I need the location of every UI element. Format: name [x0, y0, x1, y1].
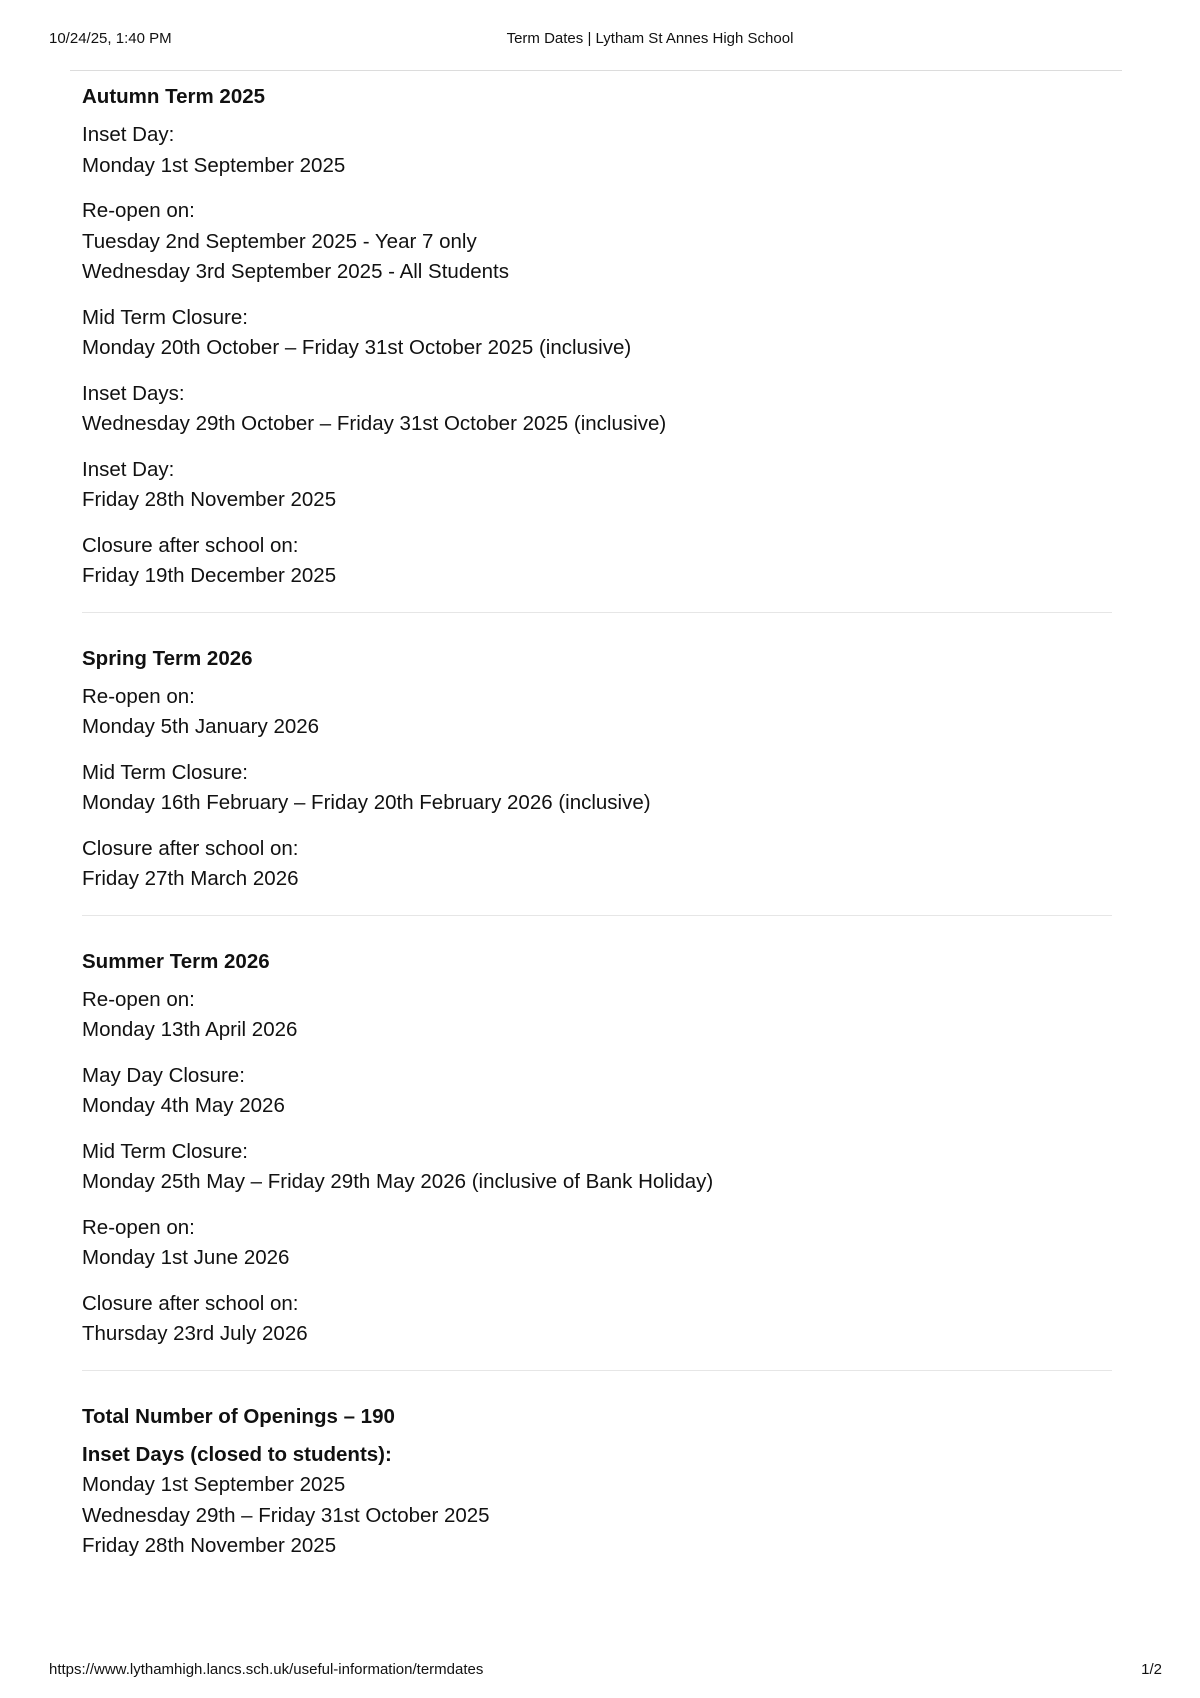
inset-days-summary — [82, 1440, 1112, 1562]
inset-day-date: Wednesday 29th – Friday 31st October 2025 — [82, 1503, 490, 1527]
entry-label: Inset Days: — [82, 381, 185, 405]
entry-date: Monday 25th May – Friday 29th May 2026 (inclusive of Bank Holiday) — [82, 1170, 714, 1193]
section-divider — [82, 612, 1112, 613]
entry-date: Monday 4th May 2026 — [82, 1094, 285, 1117]
term-heading: Spring Term 2026 — [82, 646, 253, 670]
entry-date: Monday 1st June 2026 — [82, 1246, 290, 1269]
term-heading: Summer Term 2026 — [82, 949, 270, 973]
print-page-title: Term Dates | Lytham St Annes High School — [506, 30, 794, 47]
entry-label: Re-open on: — [82, 987, 195, 1011]
entry-date: Monday 5th January 2026 — [82, 715, 320, 738]
date-entry — [82, 196, 1112, 288]
entry-label: Inset Day: — [82, 123, 175, 146]
date-entry — [82, 531, 1112, 592]
print-header — [0, 30, 1200, 52]
entry-label: Mid Term Closure: — [82, 1139, 248, 1163]
print-timestamp: 10/24/25, 1:40 PM — [49, 30, 172, 47]
entry-date: Monday 20th October – Friday 31st October 2025 (inclusive) — [82, 336, 632, 359]
date-entry — [82, 1061, 1112, 1122]
entry-label: May Day Closure: — [82, 1063, 245, 1087]
date-entry — [82, 455, 1112, 516]
date-entry — [82, 303, 1112, 364]
inset-day-date: Friday 28th November 2025 — [82, 1534, 337, 1557]
total-openings-heading: Total Number of Openings – 190 — [82, 1404, 395, 1428]
date-entry — [82, 985, 1112, 1046]
date-entry — [82, 682, 1112, 743]
section-divider — [82, 1370, 1112, 1371]
date-entry — [82, 1213, 1112, 1274]
entry-date: Monday 13th April 2026 — [82, 1018, 298, 1041]
inset-day-date: Monday 1st September 2025 — [82, 1473, 346, 1496]
top-divider — [70, 70, 1122, 71]
entry-date: Monday 16th February – Friday 20th February 2026 (inclusive) — [82, 791, 651, 814]
inset-days-label: Inset Days (closed to students): — [82, 1442, 392, 1466]
date-entry — [82, 758, 1112, 819]
date-entry — [82, 834, 1112, 895]
term-section-autumn — [82, 82, 1112, 592]
section-divider — [82, 915, 1112, 916]
entry-date: Friday 19th December 2025 — [82, 564, 337, 587]
date-entry — [82, 1137, 1112, 1198]
entry-label: Closure after school on: — [82, 1291, 299, 1315]
page-number: 1/2 — [1141, 1661, 1162, 1678]
entry-date: Friday 28th November 2025 — [82, 488, 337, 511]
date-entry — [82, 120, 1112, 181]
term-heading: Autumn Term 2025 — [82, 85, 266, 108]
entry-label: Mid Term Closure: — [82, 760, 248, 784]
entry-label: Closure after school on: — [82, 836, 299, 860]
entry-label: Re-open on: — [82, 684, 195, 708]
page-url: https://www.lythamhigh.lancs.sch.uk/useful-information/termdates — [49, 1661, 484, 1678]
entry-label: Closure after school on: — [82, 533, 299, 557]
entry-date: Thursday 23rd July 2026 — [82, 1322, 308, 1345]
entry-date: Wednesday 29th October – Friday 31st October 2025 (inclusive) — [82, 412, 667, 435]
entry-date: Monday 1st September 2025 — [82, 153, 346, 177]
summary-section — [82, 1402, 1112, 1562]
date-entry — [82, 379, 1112, 440]
entry-label: Re-open on: — [82, 1215, 195, 1239]
term-section-summer — [82, 947, 1112, 1350]
entry-label: Inset Day: — [82, 457, 175, 481]
date-entry — [82, 1289, 1112, 1350]
entry-date: Tuesday 2nd September 2025 - Year 7 only — [82, 229, 477, 253]
entry-label: Mid Term Closure: — [82, 305, 248, 329]
entry-date: Friday 27th March 2026 — [82, 867, 299, 890]
term-dates-content — [82, 82, 1112, 1577]
entry-label: Re-open on: — [82, 199, 195, 222]
entry-date: Wednesday 3rd September 2025 - All Students — [82, 260, 509, 283]
term-section-spring — [82, 644, 1112, 895]
